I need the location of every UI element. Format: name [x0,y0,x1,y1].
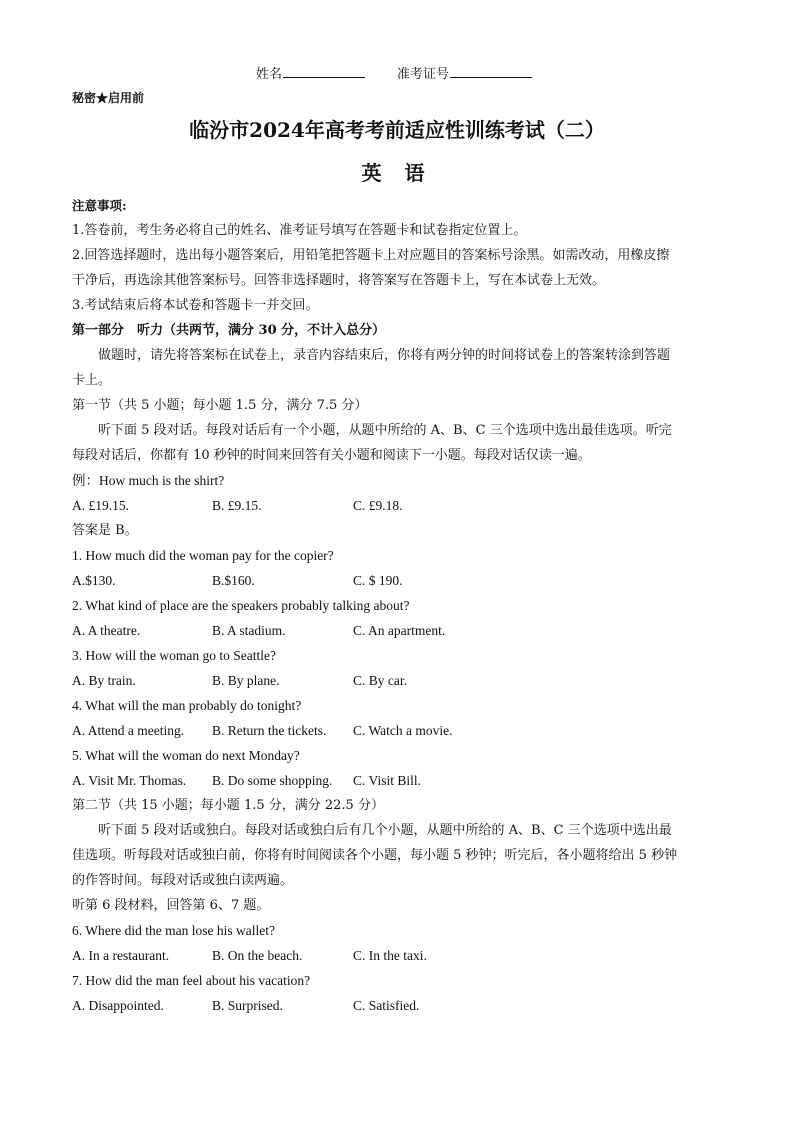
name-label: 姓名 [256,67,283,82]
question-2: 2. What kind of place are the speakers probably talking about? [72,598,410,613]
section1-intro-line: 听下面 5 段对话。每段对话后有一个小题，从题中所给的 A、B、C 三个选项中选出最佳选项。听完 [98,423,672,438]
option-a: A. A theatre. [72,623,141,638]
section1-heading: 第一节（共 5 小题；每小题 1.5 分，满分 7.5 分） [72,398,368,413]
option-a: A. Disappointed. [72,998,164,1013]
note-item: 2.回答选择题时，选出每小题答案后，用铅笔把答题卡上对应题目的答案标号涂黑。如需改动，用橡皮擦 [72,248,670,263]
option-a: A. £19.15. [72,498,129,513]
part1-heading: 第一部分 听力（共两节，满分 30 分，不计入总分） [72,323,386,338]
secret-mark: 秘密★启用前 [72,91,145,105]
page-title: 临汾市2024年高考考前适应性训练考试（二） [189,118,605,142]
question-6: 6. Where did the man lose his wallet? [72,923,275,938]
exam-number-blank[interactable] [450,65,532,78]
option-b: B. A stadium. [212,623,286,638]
section2-intro-line: 佳选项。听每段对话或独白前，你将有时间阅读各个小题，每小题 5 秒钟；听完后，各小题将给出 5 秒钟 [72,848,678,863]
option-a: A. Visit Mr. Thomas. [72,773,187,788]
note-item: 3.考试结束后将本试卷和答题卡一并交回。 [72,298,319,313]
option-b: B. Return the tickets. [212,723,327,738]
question-5-options [72,773,572,789]
exam-number-field [397,65,532,83]
question-1-options [72,573,572,589]
option-c: C. In the taxi. [353,948,427,963]
option-b: B. Surprised. [212,998,283,1013]
notes-heading: 注意事项: [72,198,127,213]
option-c: C. $ 190. [353,573,403,588]
option-a: A. In a restaurant. [72,948,170,963]
question-4: 4. What will the man probably do tonight? [72,698,302,713]
question-4-options [72,723,572,739]
option-c: C. Watch a movie. [353,723,453,738]
option-c: C. An apartment. [353,623,446,638]
material-instruction: 听第 6 段材料，回答第 6、7 题。 [72,898,270,913]
section2-intro-line: 听下面 5 段对话或独白。每段对话或独白后有几个小题，从题中所给的 A、B、C 三个选项中选出最 [98,823,672,838]
question-7: 7. How did the man feel about his vacation? [72,973,311,988]
option-b: B. On the beach. [212,948,303,963]
example-answer: 答案是 B。 [72,523,138,538]
part1-intro-line: 做题时，请先将答案标在试卷上，录音内容结束后，你将有两分钟的时间将试卷上的答案转涂到答题 [98,348,671,363]
option-a: A. By train. [72,673,136,688]
question-7-options [72,998,572,1014]
subject-title: 英 语 [361,161,433,185]
part1-intro-line: 卡上。 [72,373,112,388]
option-c: C. Satisfied. [353,998,420,1013]
name-field [256,65,365,83]
exam-number-label: 准考证号 [397,67,450,82]
option-b: B. Do some shopping. [212,773,333,788]
option-b: B. By plane. [212,673,280,688]
option-b: B.$160. [212,573,255,588]
question-3-options [72,673,572,689]
section1-intro-line: 每段对话后，你都有 10 秒钟的时间来回答有关小题和阅读下一小题。每段对话仅读一遍。 [72,448,591,463]
question-5: 5. What will the woman do next Monday? [72,748,300,763]
section2-heading: 第二节（共 15 小题；每小题 1.5 分，满分 22.5 分） [72,798,384,813]
question-6-options [72,948,572,964]
option-c: C. Visit Bill. [353,773,421,788]
example-question: 例：How much is the shirt? [72,473,225,488]
question-2-options [72,623,572,639]
option-c: C. By car. [353,673,407,688]
option-a: A.$130. [72,573,116,588]
option-c: C. £9.18. [353,498,403,513]
note-item: 干净后，再选涂其他答案标号。回答非选择题时，将答案写在答题卡上，写在本试卷上无效。 [72,273,606,288]
question-3: 3. How will the woman go to Seattle? [72,648,276,663]
question-1: 1. How much did the woman pay for the copier? [72,548,334,563]
example-options [72,498,572,514]
note-item: 1.答卷前，考生务必将自己的姓名、准考证号填写在答题卡和试卷指定位置上。 [72,223,527,238]
option-a: A. Attend a meeting. [72,723,185,738]
section2-intro-line: 的作答时间。每段对话或独白读两遍。 [72,873,294,888]
option-b: B. £9.15. [212,498,262,513]
name-blank[interactable] [283,65,365,78]
